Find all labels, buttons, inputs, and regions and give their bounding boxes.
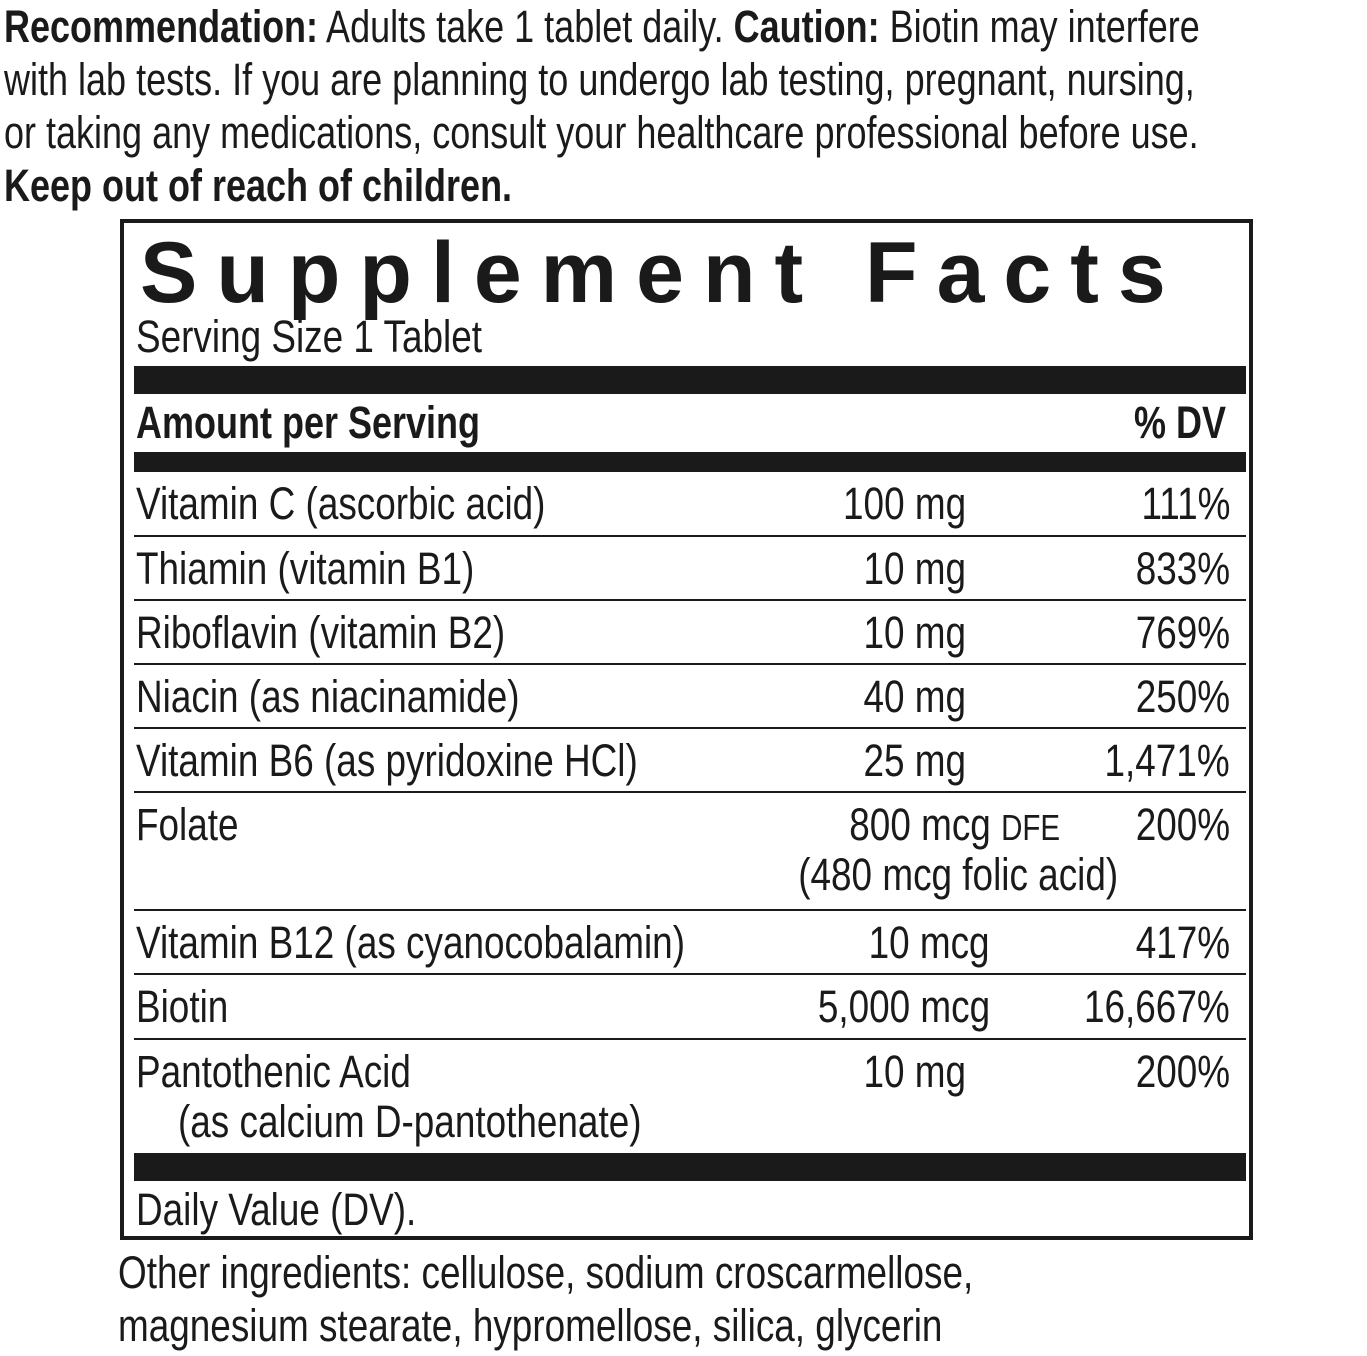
nutrient-dv: 200%: [1135, 1046, 1230, 1097]
nutrient-name: Vitamin C (ascorbic acid): [136, 478, 546, 529]
keep-out-warning: Keep out of reach of children.: [4, 160, 513, 211]
nutrient-table: [134, 472, 1246, 1153]
daily-value-footnote: Daily Value (DV).: [136, 1184, 417, 1235]
recommendation-label: Recommendation:: [4, 1, 319, 52]
table-row: [134, 793, 1246, 911]
nutrient-amount: 100 mg: [842, 478, 966, 529]
nutrient-amount: 40 mg: [863, 671, 966, 722]
nutrient-dv: 1,471%: [1104, 735, 1230, 786]
table-row: [134, 975, 1246, 1040]
header-percent-dv: % DV: [1133, 397, 1226, 448]
header-amount-per-serving: Amount per Serving: [136, 397, 481, 448]
nutrient-amount: 10 mg: [863, 543, 966, 594]
nutrient-dv: 769%: [1135, 607, 1230, 658]
other-ingredients-line-1: Other ingredients: cellulose, sodium croscarmellose,: [118, 1247, 974, 1298]
nutrient-amount: 5,000 mcg: [817, 981, 990, 1032]
recommendation-line-2: with lab tests. If you are planning to undergo lab testing, pregnant, nursing,: [4, 54, 1195, 105]
nutrient-amount: 10 mcg: [868, 917, 990, 968]
nutrient-name-detail: (as calcium D-pantothenate): [178, 1096, 642, 1147]
caution-label: Caution:: [733, 1, 880, 52]
recommendation-text-1: Adults take 1 tablet daily.: [318, 1, 734, 52]
divider-bar-header: [134, 452, 1246, 472]
divider-bar-bottom: [134, 1153, 1246, 1181]
nutrient-name: Folate: [136, 799, 239, 850]
nutrient-name: Thiamin (vitamin B1): [136, 543, 475, 594]
table-row: [134, 537, 1246, 601]
serving-size: Serving Size 1 Tablet: [136, 311, 482, 362]
nutrient-amount: 25 mg: [863, 735, 966, 786]
nutrient-dv: 16,667%: [1084, 981, 1230, 1032]
divider-bar-top: [134, 366, 1246, 394]
table-row: [134, 1040, 1246, 1153]
recommendation-text: [4, 0, 1367, 212]
table-header: [136, 395, 1226, 451]
other-ingredients: [118, 1246, 1367, 1352]
table-row: [134, 911, 1246, 975]
nutrient-name: Vitamin B6 (as pyridoxine HCl): [136, 735, 638, 786]
nutrient-dv: 111%: [1141, 478, 1230, 529]
table-row: [134, 729, 1246, 793]
recommendation-line-3: or taking any medications, consult your healthcare professional before use.: [4, 107, 1199, 158]
panel-title: Supplement Facts: [140, 225, 1185, 321]
nutrient-dv: 417%: [1135, 917, 1230, 968]
nutrient-amount: 10 mg: [863, 607, 966, 658]
nutrient-name: Vitamin B12 (as cyanocobalamin): [136, 917, 686, 968]
nutrient-name: Riboflavin (vitamin B2): [136, 607, 506, 658]
supplement-facts-panel: [120, 219, 1253, 1240]
nutrient-name: Biotin: [136, 981, 229, 1032]
other-ingredients-line-2: magnesium stearate, hypromellose, silica, glycerin: [118, 1300, 943, 1351]
nutrient-name: Niacin (as niacinamide): [136, 671, 520, 722]
nutrient-dv: 833%: [1135, 543, 1230, 594]
table-row: [134, 601, 1246, 665]
nutrient-dv: 250%: [1135, 671, 1230, 722]
nutrient-name: Pantothenic Acid: [136, 1046, 411, 1097]
nutrient-amount-detail: (480 mcg folic acid): [798, 849, 1118, 900]
table-row: [134, 472, 1246, 537]
nutrient-dv: 200%: [1135, 799, 1230, 850]
amount-value: 800 mcg: [849, 799, 991, 850]
nutrient-amount: 10 mg: [863, 1046, 966, 1097]
amount-unit: DFE: [1000, 807, 1060, 848]
caution-text: Biotin may interfere: [879, 1, 1200, 52]
table-row: [134, 665, 1246, 729]
recommendation-line-1: [4, 0, 1200, 53]
